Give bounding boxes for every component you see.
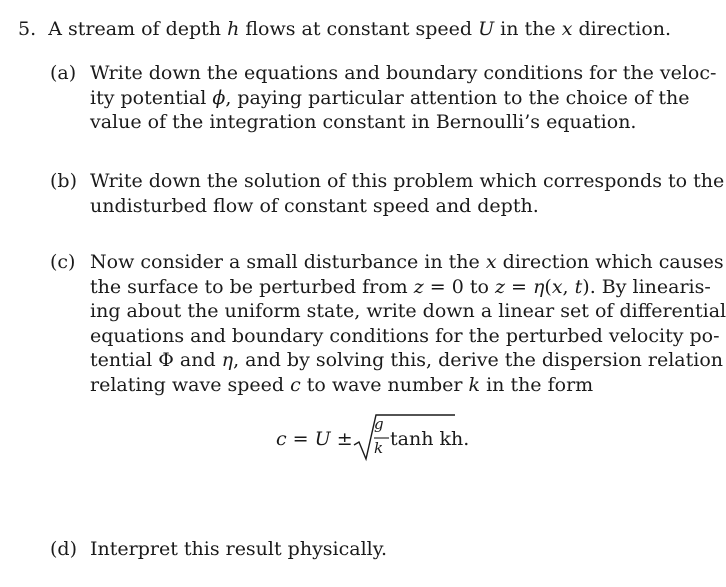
- problem-statement: 5. A stream of depth h flows at constant speed U in the x direction.: [18, 18, 672, 40]
- part-d: [50, 537, 660, 562]
- part-b-line-1: Write down the solution of this problem which corresponds to the: [90, 170, 725, 192]
- part-c-line-2: the surface to be perturbed from z = 0 to z = η(x, t). By linearis-: [90, 275, 711, 298]
- part-b: [50, 169, 725, 218]
- fraction-denominator: k: [374, 439, 384, 457]
- part-d-label: (d): [50, 538, 77, 560]
- part-c-line-1: Now consider a small disturbance in the x direction which causes: [90, 251, 724, 273]
- part-c-line-5: tential Φ and η, and by solving this, derive the dispersion relation: [90, 349, 724, 371]
- problem-number: 5.: [18, 18, 37, 40]
- fraction-numerator: g: [374, 415, 384, 433]
- part-c-line-3: ing about the uniform state, write down a linear set of differential: [90, 300, 726, 322]
- part-b-line-2: undisturbed flow of constant speed and depth.: [90, 194, 539, 217]
- part-c-label: (c): [50, 251, 76, 273]
- part-a: [50, 61, 717, 135]
- part-a-line-2: ity potential ϕ, paying particular attention to the choice of the: [90, 86, 690, 109]
- formula-rhs: tanh kh.: [390, 428, 470, 450]
- part-c: [50, 250, 726, 397]
- part-a-label: (a): [50, 62, 77, 84]
- formula-lhs: c = U ±: [276, 428, 353, 450]
- part-b-label: (b): [50, 170, 77, 192]
- part-c-line-4: equations and boundary conditions for the perturbed velocity po-: [90, 324, 720, 347]
- part-a-line-1: Write down the equations and boundary conditions for the veloc-: [90, 62, 717, 84]
- part-c-line-6: relating wave speed c to wave number k in the form: [90, 373, 594, 396]
- part-d-line-1: Interpret this result physically.: [90, 538, 388, 560]
- part-a-line-3: value of the integration constant in Bernoulli’s equation.: [90, 111, 637, 133]
